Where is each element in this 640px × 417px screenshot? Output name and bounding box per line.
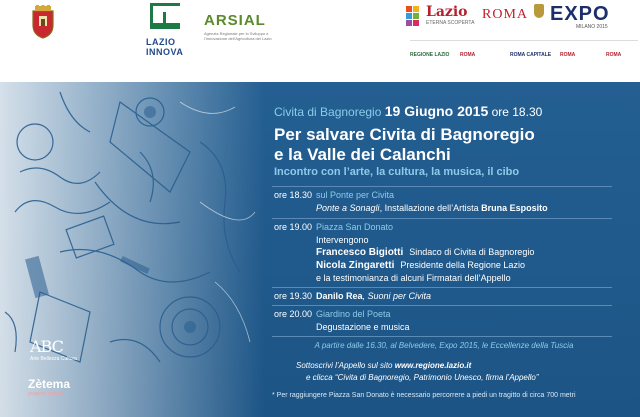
testimonials: e la testimonianza di alcuni Firmatari dell’Appello: [316, 273, 511, 283]
speakers-intro: Intervengono: [316, 235, 369, 245]
programme-detail: [272, 203, 612, 215]
lazio-eterna-small: ETERNA SCOPERTA: [426, 20, 475, 26]
programme-place: Giardino del Poeta: [316, 309, 391, 319]
sottoscrivi-text: Sottoscrivi l’Appello sul sito: [296, 361, 395, 370]
strip-logo-3: ROMA CAPITALE: [510, 52, 552, 58]
event-subtitle: Incontro con l’arte, la cultura, la musica, il cibo: [274, 166, 520, 178]
speaker-name: Nicola Zingaretti: [316, 260, 395, 271]
programme-item: [272, 190, 612, 202]
tasting-detail: Degustazione e musica: [316, 322, 410, 332]
event-title-line2: e la Valle dei Calanchi: [274, 145, 451, 164]
lazio-innova-mark-icon: [150, 3, 180, 29]
speaker-row: [272, 260, 612, 273]
event-panel: [0, 82, 640, 417]
programme-detail: [272, 322, 612, 334]
programme: [272, 186, 612, 346]
event-dateline: [274, 103, 542, 119]
lazio-eterna-text: Lazio: [426, 4, 468, 20]
installation-title: Ponte a Sonagli: [316, 203, 380, 213]
header-logos: [0, 0, 640, 82]
footnote: * Per raggiungere Piazza San Donato è necessario percorrere a piedi un tragitto di circa 700 metri: [272, 392, 576, 399]
roma-crest-icon: [534, 4, 544, 18]
sottoscrivi-line: [296, 361, 471, 370]
strip-logo-4: ROMA: [560, 52, 576, 58]
lazio-eterna-logo: [404, 4, 475, 28]
speaker-role: Presidente della Regione Lazio: [400, 260, 525, 270]
strip-logo-5: ROMA: [606, 52, 622, 58]
programme-time: ore 19.00: [274, 222, 313, 232]
logo-divider: [410, 40, 638, 41]
performer-name: Danilo Rea: [316, 291, 363, 301]
abc-logo-text: ABC: [30, 337, 63, 356]
roma-logo-text: ROMA: [482, 7, 529, 22]
programme-place: sul Ponte per Civita: [316, 190, 395, 200]
arsial-name: ARSIAL: [204, 12, 266, 29]
event-day: 19 Giugno 2015: [384, 103, 489, 119]
zetema-logo: [28, 377, 98, 397]
programme-time: ore 18.30: [274, 190, 313, 200]
programme-item: [272, 309, 612, 321]
partner-logos: [400, 0, 640, 82]
programme-item: [272, 291, 612, 303]
expo-logo-text: EXPO: [550, 3, 610, 25]
zetema-logo-subtitle: progetto cultura: [28, 391, 63, 397]
arsial-subtitle: Agenzia Regionale per lo Sviluppo e l'Innovazione dell'Agricoltura del Lazio: [204, 31, 272, 41]
expo-subtitle: MILANO 2015: [576, 24, 608, 30]
programme-place: Piazza San Donato: [316, 222, 394, 232]
speaker-row: [272, 247, 612, 260]
programme-time: ore 19.30: [274, 291, 313, 301]
programme-detail: [272, 273, 612, 285]
partner-logo-strip: [410, 48, 638, 64]
strip-logo-2: ROMA: [460, 52, 476, 58]
abc-logo: [30, 337, 90, 377]
event-title-line1: Per salvare Civita di Bagnoregio: [274, 125, 535, 144]
event-place: Civita di Bagnoregio: [274, 105, 382, 119]
arsial-logo: [204, 12, 284, 72]
regione-link[interactable]: www.regione.lazio.it: [394, 361, 472, 370]
event-content: [272, 82, 640, 417]
belvedere-note: A partire dalle 16.30, al Belvedere, Expo 2015, le Eccellenze della Tuscia: [314, 341, 574, 350]
artist-name: Bruna Esposito: [481, 203, 548, 213]
clicca-line: e clicca “Civita di Bagnoregio, Patrimonio Unesco, firma l’Appello”: [306, 373, 539, 382]
programme-time: ore 20.00: [274, 309, 313, 319]
strip-logo-1: REGIONE LAZIO: [410, 52, 450, 58]
programme-detail: [272, 235, 612, 247]
event-hour: ore 18.30: [491, 105, 543, 119]
lazio-innova-logo: [146, 3, 186, 71]
installation-detail: , Installazione dell’Artista: [379, 203, 479, 213]
zetema-logo-text: Zètema: [28, 377, 71, 391]
lazio-innova-line2: INNOVA: [146, 47, 184, 57]
lazio-innova-line1: LAZIO: [146, 37, 176, 47]
speaker-name: Francesco Bigiotti: [316, 247, 404, 258]
municipal-crest-icon: [30, 5, 56, 39]
programme-item: [272, 222, 612, 234]
performance-title: , Suoni per Civita: [362, 291, 432, 301]
speaker-role: Sindaco di Civita di Bagnoregio: [409, 247, 535, 257]
abc-logo-subtitle: Arte Bellezza Cultura: [30, 356, 77, 362]
